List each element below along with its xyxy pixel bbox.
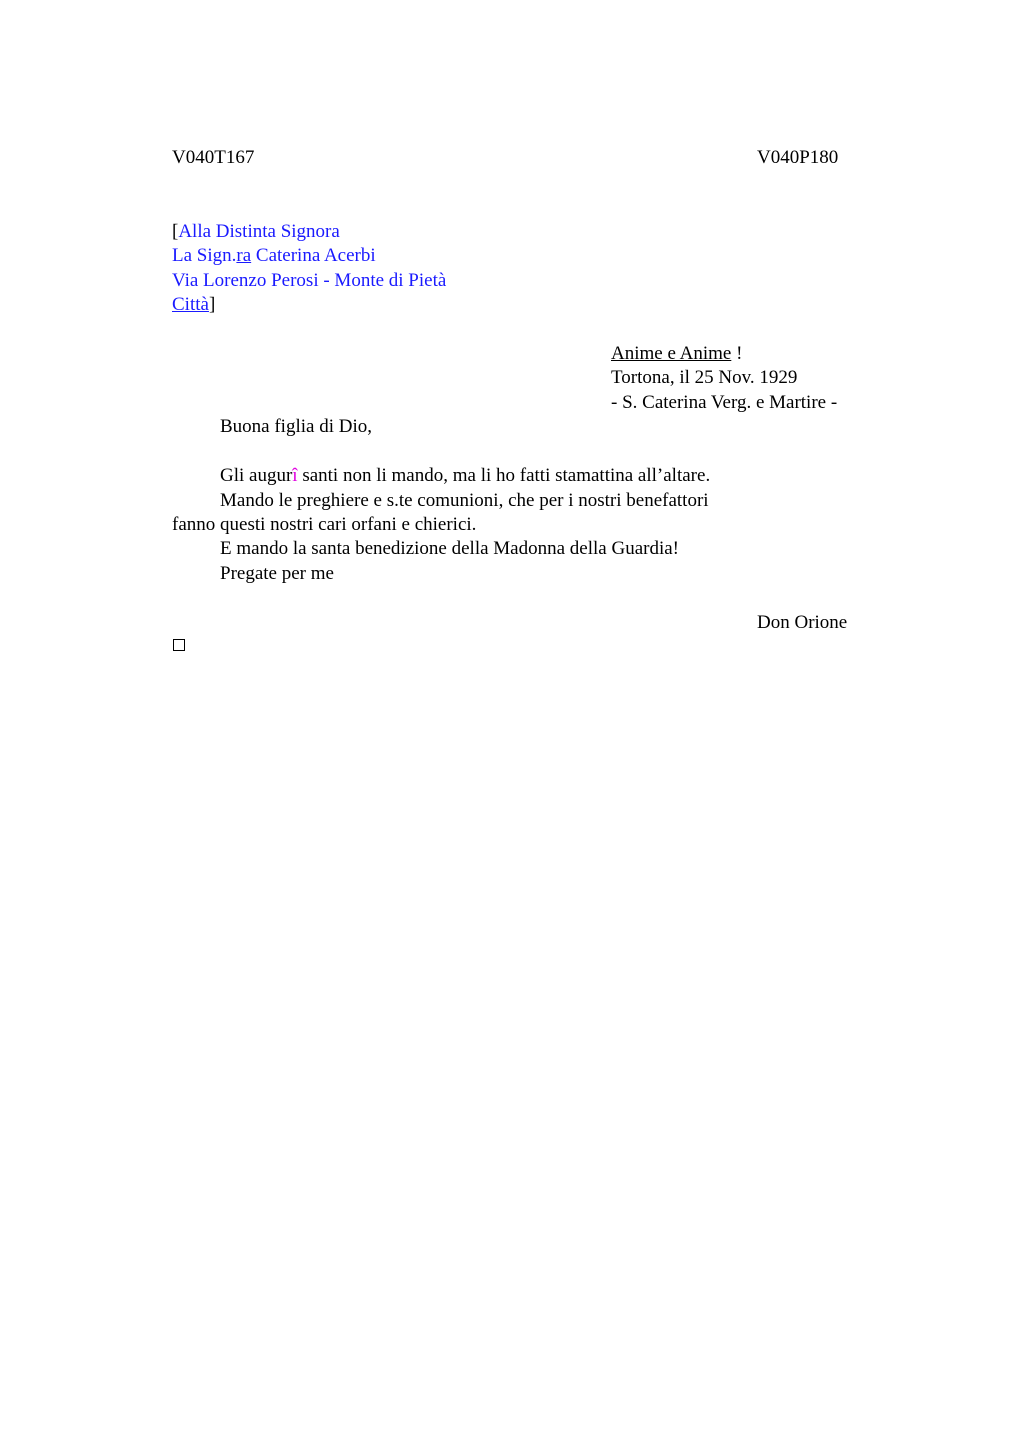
close-bracket: ] bbox=[208, 294, 216, 315]
letter-paragraph-1 bbox=[220, 464, 710, 488]
address-sign-abbrev: ra bbox=[236, 245, 252, 266]
dateline-motto bbox=[611, 342, 742, 366]
end-marker-box-icon bbox=[173, 639, 185, 651]
motto-punct: ! bbox=[731, 343, 743, 364]
letter-paragraph-2-line-1: Mando le preghiere e s.te comunioni, che per i nostri benefattori bbox=[220, 490, 709, 511]
document-code-left: V040T167 bbox=[172, 147, 255, 168]
address-recipient-title: Alla Distinta Signora bbox=[178, 221, 340, 242]
p1-before: Gli augur bbox=[220, 465, 293, 486]
address-line-1 bbox=[172, 220, 340, 244]
address-city: Città bbox=[172, 294, 209, 315]
address-street: Via Lorenzo Perosi - Monte di Pietà bbox=[172, 270, 447, 291]
signature: Don Orione bbox=[757, 612, 848, 633]
address-line-2 bbox=[172, 244, 376, 268]
letter-paragraph-4: Pregate per me bbox=[220, 563, 334, 584]
p1-after: santi non li mando, ma li ho fatti stamattina all’altare. bbox=[297, 465, 711, 486]
motto-text: Anime e Anime bbox=[611, 343, 732, 364]
address-sign-prefix: La Sign. bbox=[172, 245, 237, 266]
address-recipient-name: Caterina Acerbi bbox=[251, 245, 376, 266]
p1-mark: î bbox=[292, 465, 298, 486]
open-bracket: [ bbox=[172, 221, 179, 242]
dateline-place-date: Tortona, il 25 Nov. 1929 bbox=[611, 367, 798, 388]
dateline-feast: - S. Caterina Verg. e Martire - bbox=[611, 392, 838, 413]
address-line-4 bbox=[172, 293, 215, 317]
letter-salutation: Buona figlia di Dio, bbox=[220, 416, 372, 437]
letter-paragraph-3: E mando la santa benedizione della Madonna della Guardia! bbox=[220, 538, 679, 559]
letter-paragraph-2-line-2: fanno questi nostri cari orfani e chierici. bbox=[172, 514, 477, 535]
page-code-right: V040P180 bbox=[757, 147, 839, 168]
